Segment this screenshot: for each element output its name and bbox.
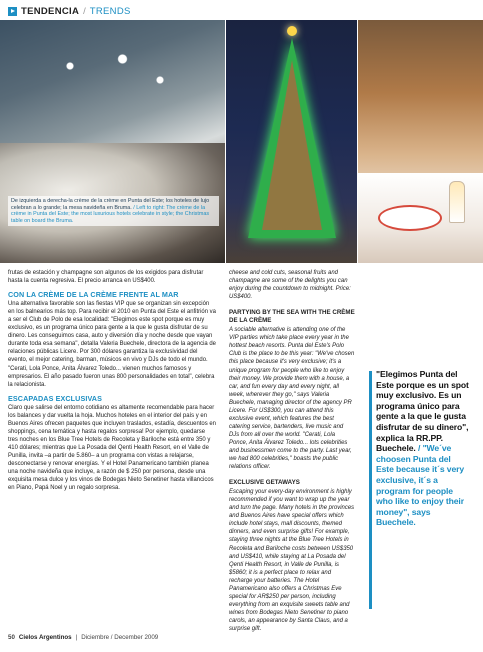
caption-en: / Left to right: The crème de la crème in Punta del Este; the most luxurious hotels celebrate in style; the Christmas table on board the Bruma. [11, 204, 210, 224]
pullquote-en: / "We´ve choosen Punta del Este because it´s very exclusive, it´s a program for people who like to enjoy their money", says Buechele. [376, 443, 465, 528]
christmas-tree-photo [226, 20, 357, 263]
party-crowd-photo [0, 20, 225, 263]
pullquote-es: "Elegimos Punta del Este porque es un spot muy exclusivo. Es un programa único para gente a la que le gusta disfrutar de su dinero", explica la RR.PP. Buechele. [376, 369, 469, 454]
issue-date: Diciembre / December 2009 [81, 634, 159, 641]
tree-lights [262, 60, 322, 230]
col1-intro: frutas de estación y champagne son algunos de los exigidos para disfrutar hasta la cuenta regresiva. El precio arranca en US$400. [8, 270, 204, 285]
col1-paragraph-2: Claro que salirse del entorno cotidiano es altamente recomendable para hacer los balances y dar vuelta la hoja. Muchos hoteles en el interior del país y en Buenos Aires ofrecen paquetes que incluyen traslados, estadía, descuentos en shoppings, cena temática y hasta regalos sorpresa! Por ejemplo, quedarse tres noches en los Blue Tree Hotels de Recoleta y Bariloche está entre 350 y 410 dólares; mientras que La Posada del Qenti Health Resort, en el Valle de Punilla, invita –a partir de 5.860– a un programa con vistas a relajarse, desconectarse y renovar energías. Y el Hotel Panamericano también planea una noche navideña que incluye, a razón de $ 250 por persona, desde una exquisita mesa dulce y los vinos de Bodegas Nieto Senetiner hasta villancicos en Piano, Papá Noel y un regalo sorpresa. [8, 404, 216, 492]
col1-heading-1: CON LA CRÈME DE LA CRÈME FRENTE AL MAR [8, 290, 179, 300]
column-english [229, 269, 355, 633]
section-header [8, 4, 131, 18]
column-spanish [8, 269, 216, 492]
christmas-table-photo [358, 20, 483, 263]
page-number: 50 [8, 634, 15, 641]
stage-lights [40, 38, 190, 108]
section-title: TENDENCIA [21, 5, 80, 17]
arrow-square-icon [8, 7, 17, 16]
col2-heading-1: PARTYING BY THE SEA WITH THE CRÈME DE LA CRÈME [229, 309, 355, 325]
page-footer [8, 634, 158, 641]
caption-es: De izquierda a derecha-la crème de la crème en Punta del Este; los hoteles de lujo celebran a lo grande; la mesa navideña en Bruma. [11, 198, 210, 211]
magazine-name: Cielos Argentinos [18, 634, 72, 641]
subsection-title: TRENDS [89, 5, 131, 17]
plate-icon [378, 205, 442, 231]
col2-intro: cheese and cold cuts, seasonal fruits and champagne are some of the delights you can enjoy during the countdown to midnight. Price: US$400. [229, 270, 351, 301]
header-separator: / [83, 5, 86, 17]
footer-separator: | [75, 634, 78, 641]
pullquote-bar [369, 371, 372, 609]
col2-paragraph-2: Escaping your every-day environment is highly recommended if you want to wrap up the year and turn the page. Many hotels in the provinces and Buenos Aires have special offers which include hotel stays, mall discounts, themed dinners, and even surprise gifts! For example, staying three nights at the Blue Tree Hotels in Recoleta and Bariloche costs between US$350 and US$410, while staying at La Posada del Qenti Health Resort, in Valle de Punilla, is $5860; it is a perfect place to relax and recharge your batteries. The Hotel Panamericano also offers a Christmas Eve special for AR$250 per person, including everything from an exquisite sweets table and wines from Bodegas Nieto Senetiner to piano carols, an appearance by Santa Claus, and a surprise gift. [229, 489, 355, 632]
tree-star-icon [287, 26, 297, 36]
col2-paragraph-1: A sociable alternative is attending one of the VIP parties which take place every year in the hottest beach resorts. Punta del Este's Polo Club is the place to be this year: "We've chosen this place because it's very exclusive; it's a unique program for people who like to enjoy their money. We provide them with a house, a car, and fun every day and every night, all week, wherever they go," says Valeria Buechele, managing director of the agency PR Licere. For US$300, you can attend this exclusive event, which features the best catering service, bartenders, live music and DJs from all over the world. "Cerati, Lola Ponce, Anita Álvarez Toledo... lots celebrities and businessmen come to the party. Last year, we had 800 celebrities," boasts the public relations officer. [229, 327, 355, 471]
col1-heading-2: ESCAPADAS EXCLUSIVAS [8, 393, 102, 403]
col1-paragraph-1: Una alternativa favorable son las fiestas VIP que se organizan sin excepción en los balnearios más top. Para recibir el 2010 en Punta del Este el anfitrión va a ser el Club de Polo de esa localidad: "Elegimos este spot porque es muy exclusivo, es un programa único para gente a la que le gusta disfrutar de su dinero. Les conseguimos casa, auto y diversión día y noche desde que vayan durante toda esa semana", detalla Valeria Buechele, directora de la agencia de relaciones públicas Licere. Por 300 dólares garantiza la exclusividad del evento, el mejor catering, barman, músicos en vivo y DJs de todo el mundo. "Cerati, Lola Ponce, Anita Álvarez Toledo... vienen muchos famosos y empresarios. El año pasado fueron unas 800 personalidades en total", celebra la relacionista. [8, 301, 216, 388]
glass-icon [449, 181, 465, 223]
col2-heading-2: EXCLUSIVE GETAWAYS [229, 479, 300, 487]
pullquote [376, 369, 470, 528]
photo-strip [0, 20, 483, 263]
photo-caption [8, 196, 219, 226]
